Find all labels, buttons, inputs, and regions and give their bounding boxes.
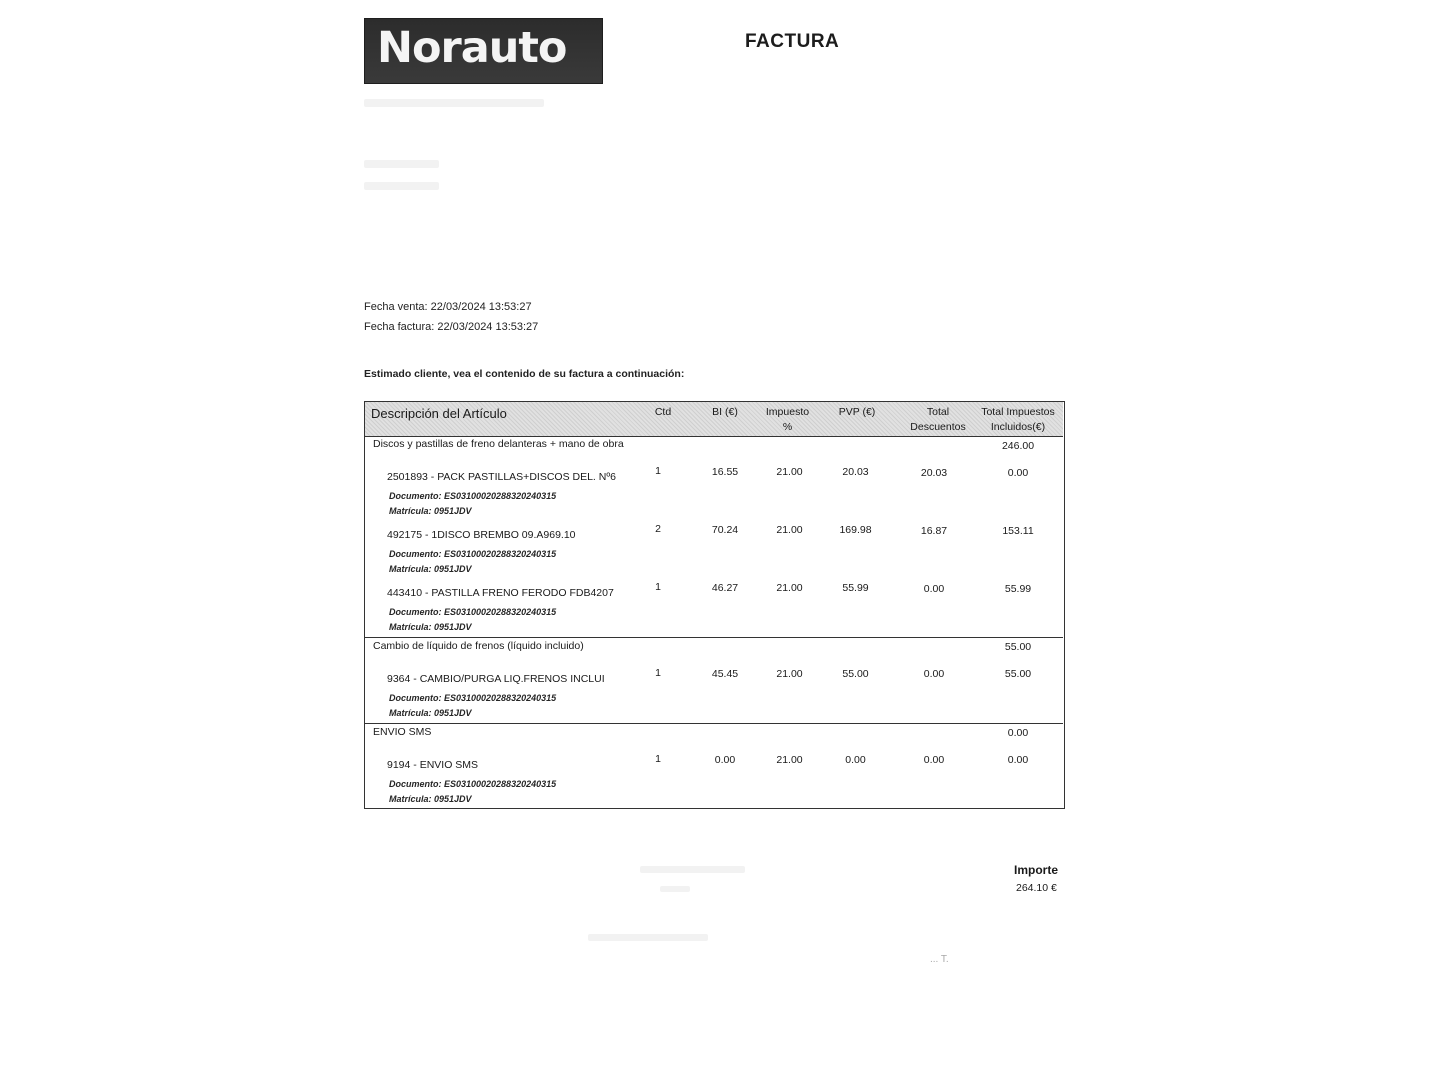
group-total: 0.00 <box>1007 727 1029 739</box>
logo-wordmark: Norauto <box>377 23 567 73</box>
item-bi: 16.55 <box>711 466 739 478</box>
fecha-factura: Fecha factura: 22/03/2024 13:53:27 <box>364 320 539 333</box>
header-descripcion: Descripción del Artículo <box>371 406 507 421</box>
item-ctd: 2 <box>655 523 661 535</box>
fecha-venta: Fecha venta: 22/03/2024 13:53:27 <box>364 301 532 313</box>
group-separator <box>365 637 1063 638</box>
group-separator <box>365 723 1063 724</box>
group-total: 246.00 <box>1001 440 1035 452</box>
item-pvp: 55.99 <box>842 582 869 594</box>
item-impuesto: 21.00 <box>776 668 803 680</box>
group-title: Cambio de líquido de frenos (líquido incluido) <box>373 640 584 652</box>
header-pvp: PVP (€) <box>838 406 876 418</box>
item-matricula: Matrícula: 0951JDV <box>389 622 472 632</box>
item-description: 492175 - 1DISCO BREMBO 09.A969.10 <box>387 529 576 541</box>
item-ctd: 1 <box>655 581 661 593</box>
item-impuesto: 21.00 <box>776 582 803 594</box>
item-ctd: 1 <box>655 465 661 477</box>
header-total-impuestos: Total Impuestos Incluidos(€) <box>981 406 1055 433</box>
dates-block <box>364 298 538 337</box>
item-total: 0.00 <box>1007 754 1029 766</box>
invoice-table <box>364 401 1065 809</box>
group-title: Discos y pastillas de freno delanteras + mano de obra <box>373 438 624 450</box>
group-title: ENVIO SMS <box>373 726 432 738</box>
item-description: 9194 - ENVIO SMS <box>387 759 479 771</box>
item-documento: Documento: ES0310002028832024031​5 <box>389 607 557 617</box>
redacted-line <box>364 99 544 107</box>
item-bi: 46.27 <box>711 582 739 594</box>
header-impuesto: Impuesto % <box>765 406 810 433</box>
item-pvp: 55.00 <box>842 668 869 680</box>
intro-text: Estimado cliente, vea el contenido de su factura a continuación: <box>364 368 685 380</box>
footer-mark: ... T. <box>930 954 949 965</box>
item-matricula: Matrícula: 0951JDV <box>389 564 472 574</box>
item-total: 153.11 <box>1002 525 1034 537</box>
item-description: 443410 - PASTILLA FRENO FERODO FDB4207 <box>387 587 614 599</box>
item-descuentos: 0.00 <box>923 583 945 595</box>
header-total-descuentos: Total Descuentos <box>910 406 966 433</box>
item-documento: Documento: ES0310002028832024031​5 <box>389 549 557 559</box>
item-ctd: 1 <box>655 667 661 679</box>
redacted-line <box>660 886 690 892</box>
item-total: 0.00 <box>1007 467 1029 479</box>
item-impuesto: 21.00 <box>776 524 803 536</box>
header-bi: BI (€) <box>712 406 738 418</box>
header-ctd: Ctd <box>654 406 672 418</box>
item-pvp: 169.98 <box>839 524 872 536</box>
item-pvp: 0.00 <box>845 754 866 766</box>
item-bi: 45.45 <box>711 668 739 680</box>
item-matricula: Matrícula: 0951JDV <box>389 794 472 804</box>
item-impuesto: 21.00 <box>776 754 803 766</box>
norauto-logo <box>364 18 603 84</box>
redacted-line <box>364 182 439 190</box>
table-header <box>365 402 1063 437</box>
item-bi: 70.24 <box>711 524 739 536</box>
document-title: FACTURA <box>745 31 840 52</box>
item-total: 55.00 <box>1004 668 1032 680</box>
item-documento: Documento: ES0310002028832024031​5 <box>389 491 557 501</box>
item-descuentos: 20.03 <box>920 467 948 479</box>
item-description: 2501893 - PACK PASTILLAS+DISCOS DEL. Nº6 <box>387 471 617 483</box>
redacted-line <box>640 866 745 873</box>
item-impuesto: 21.00 <box>776 466 803 478</box>
redacted-line <box>588 934 708 941</box>
item-descuentos: 0.00 <box>923 668 945 680</box>
item-pvp: 20.03 <box>842 466 869 478</box>
item-bi: 0.00 <box>714 754 736 766</box>
item-matricula: Matrícula: 0951JDV <box>389 708 472 718</box>
item-documento: Documento: ES0310002028832024031​5 <box>389 693 557 703</box>
item-descuentos: 0.00 <box>923 754 945 766</box>
redacted-line <box>364 160 439 168</box>
item-descuentos: 16.87 <box>920 525 948 537</box>
item-total: 55.99 <box>1004 583 1032 595</box>
item-description: 9364 - CAMBIO/PURGA LIQ.FRENOS INCLUI <box>387 673 605 685</box>
item-documento: Documento: ES0310002028832024031​5 <box>389 779 557 789</box>
importe-label: Importe <box>1014 863 1059 877</box>
item-ctd: 1 <box>655 753 661 765</box>
importe-value: 264.10 € <box>1016 882 1057 894</box>
group-total: 55.00 <box>1004 641 1032 653</box>
item-matricula: Matrícula: 0951JDV <box>389 506 472 516</box>
